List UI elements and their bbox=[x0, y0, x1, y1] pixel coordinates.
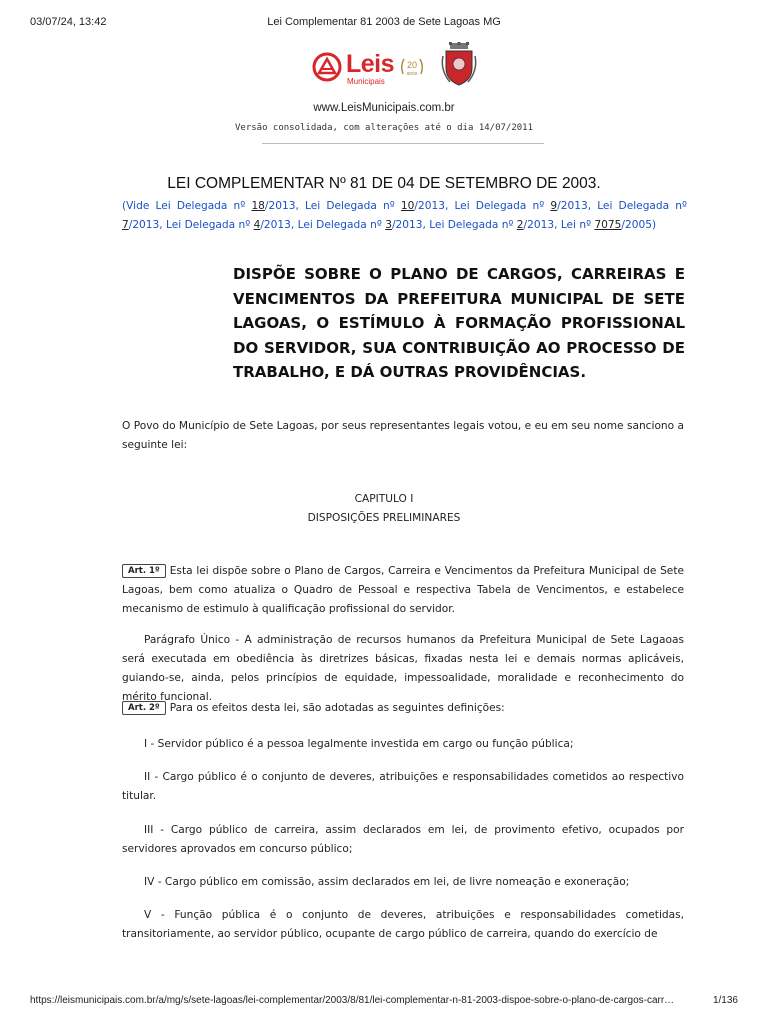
chapter-number: CAPITULO I bbox=[354, 493, 414, 505]
item-i: I - Servidor público é a pessoa legalmente investida em cargo ou função pública; bbox=[144, 738, 574, 750]
vide-separator: , bbox=[159, 219, 167, 231]
item-iii: III - Cargo público de carreira, assim declarados em lei, de provimento efetivo, ocupados por servidores aprovados em concurso público; bbox=[122, 824, 684, 855]
print-datetime: 03/07/24, 13:42 bbox=[30, 16, 107, 28]
law-reference-year: /2013 bbox=[260, 219, 291, 231]
law-reference-link[interactable] bbox=[305, 200, 445, 212]
law-reference-number[interactable]: 3 bbox=[385, 219, 392, 231]
vide-separator: , bbox=[422, 219, 430, 231]
badge-sub: anos bbox=[406, 71, 418, 77]
law-reference-label: Lei Delegada nº bbox=[304, 200, 401, 212]
vide-prefix: (Vide bbox=[122, 200, 156, 212]
law-reference-link[interactable] bbox=[166, 219, 291, 231]
law-reference-label: Lei Delegada nº bbox=[155, 200, 252, 212]
logo-area bbox=[0, 42, 768, 92]
law-reference-label: Lei nº bbox=[560, 219, 595, 231]
preamble: O Povo do Município de Sete Lagoas, por seus representantes legais votou, e eu em seu nome sanciono a seguinte lei: bbox=[122, 420, 684, 451]
vide-separator: , bbox=[587, 200, 598, 212]
law-reference-year: /2013 bbox=[414, 200, 445, 212]
vide-separator: , bbox=[554, 219, 561, 231]
article-1 bbox=[122, 562, 684, 619]
version-note: Versão consolidada, com alterações até o dia 14/07/2011 bbox=[234, 123, 533, 133]
law-reference-year: /2005 bbox=[621, 219, 652, 231]
site-url[interactable]: www.LeisMunicipais.com.br bbox=[313, 102, 455, 114]
law-reference-number[interactable]: 4 bbox=[253, 219, 261, 231]
law-reference-link[interactable] bbox=[454, 200, 587, 212]
law-reference-label: Lei Delegada nº bbox=[166, 219, 254, 231]
law-reference-year: /2013 bbox=[523, 219, 555, 231]
law-reference-number[interactable]: 18 bbox=[251, 200, 265, 212]
law-reference-label: Lei Delegada nº bbox=[597, 200, 687, 212]
article-1-badge[interactable]: Art. 1º bbox=[122, 564, 166, 578]
article-2-text: Para os efeitos desta lei, são adotadas as seguintes definições: bbox=[169, 702, 505, 714]
vide-suffix: ) bbox=[651, 219, 657, 231]
law-reference-label: Lei Delegada nº bbox=[429, 219, 517, 231]
article-1-text: Esta lei dispõe sobre o Plano de Cargos, Carreira e Vencimentos da Prefeitura Municipal de Sete Lagoas, bem como atualiza o Quadro de Pessoal e respectiva Tabela de Vencimentos, e estabelece mecanismo de estimulo à qualificação profissional do servidor. bbox=[122, 565, 684, 615]
law-reference-year: /2013 bbox=[557, 200, 588, 212]
badge-number: 20 bbox=[406, 60, 418, 70]
vide-separator: , bbox=[444, 200, 455, 212]
law-reference-number[interactable]: 10 bbox=[400, 200, 415, 212]
item-ii: II - Cargo público é o conjunto de deveres, atribuições e responsabilidades cometidos ao respectivo titular. bbox=[122, 771, 684, 802]
related-laws bbox=[122, 197, 687, 235]
law-reference-number[interactable]: 7 bbox=[122, 219, 129, 231]
leis-logo-icon bbox=[312, 52, 342, 82]
coat-of-arms-icon bbox=[440, 42, 478, 88]
item-iv: IV - Cargo público em comissão, assim declarados em lei, de livre nomeação e exoneração; bbox=[144, 876, 630, 888]
law-reference-number[interactable]: 9 bbox=[550, 200, 558, 212]
chapter-name: DISPOSIÇÕES PRELIMINARES bbox=[307, 512, 461, 524]
law-reference-number[interactable]: 2 bbox=[516, 219, 524, 231]
print-page-title: Lei Complementar 81 2003 de Sete Lagoas MG bbox=[267, 16, 501, 28]
logo-sub: Municipais bbox=[347, 77, 385, 86]
law-reference-label: Lei Delegada nº bbox=[297, 219, 386, 231]
article-2 bbox=[122, 699, 684, 718]
divider bbox=[262, 143, 544, 144]
article-2-badge[interactable]: Art. 2º bbox=[122, 701, 166, 715]
law-reference-link[interactable] bbox=[156, 200, 296, 212]
paragrafo-unico: Parágrafo Único - A administração de recursos humanos da Prefeitura Municipal de Sete Lagaoas será executada em obediência às diretrizes básicas, fixadas nesta lei e demais normas aplicáveis, guiando-se, ainda, pelos princípios de equidade, impessoalidade, moralidade e reconhecimento do mérito funcional. bbox=[122, 634, 684, 703]
vide-separator: , bbox=[290, 219, 298, 231]
law-reference-year: /2013 bbox=[264, 200, 296, 212]
law-title: LEI COMPLEMENTAR Nº 81 DE 04 DE SETEMBRO DE 2003. bbox=[167, 175, 601, 192]
law-reference-number[interactable]: 7075 bbox=[594, 219, 622, 231]
law-reference-year: /2013 bbox=[391, 219, 423, 231]
law-reference-year: /2013 bbox=[128, 219, 160, 231]
vide-separator: , bbox=[295, 200, 305, 212]
anniversary-badge-icon bbox=[398, 54, 426, 82]
item-v: V - Função pública é o conjunto de deveres, atribuições e responsabilidades cometidas, transitoriamente, ao servidor público, ocupante de cargo público de carreira, quando do exercício de bbox=[122, 909, 684, 940]
page-number: 1/136 bbox=[712, 995, 738, 1006]
law-reference-link[interactable] bbox=[298, 219, 423, 231]
logo-brand: Leis bbox=[346, 50, 395, 78]
law-reference-link[interactable] bbox=[429, 219, 554, 231]
law-reference-link[interactable] bbox=[561, 219, 652, 231]
ementa: DISPÕE SOBRE O PLANO DE CARGOS, CARREIRAS E VENCIMENTOS DA PREFEITURA MUNICIPAL DE SETE LAGOAS, O ESTÍMULO À FORMAÇÃO PROFISSIONAL DO SERVIDOR, SUA CONTRIBUIÇÃO AO PROCESSO DE TRABALHO, E DÁ OUTRAS PROVIDÊNCIAS. bbox=[233, 265, 685, 381]
print-url: https://leismunicipais.com.br/a/mg/s/sete-lagoas/lei-complementar/2003/8/81/lei-complementar-n-81-2003-dispoe-sobre-o-plano-de-cargos-carr… bbox=[30, 995, 675, 1006]
law-reference-label: Lei Delegada nº bbox=[454, 200, 551, 212]
